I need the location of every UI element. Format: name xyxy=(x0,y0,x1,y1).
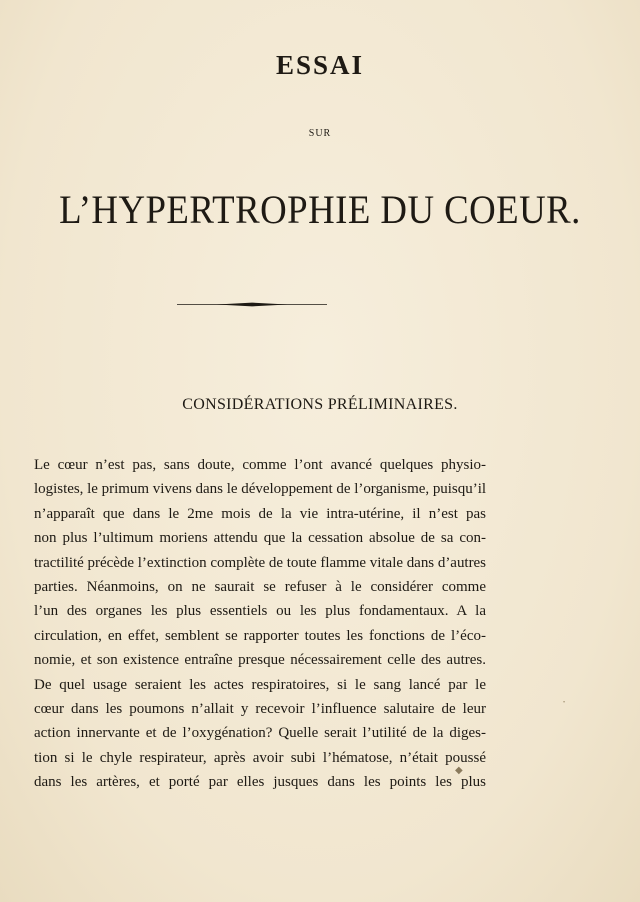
title-essai: ESSAI xyxy=(275,50,365,80)
text-line: nomie, et son existence entraîne presque nécessairement celle des autres. xyxy=(34,652,486,669)
text-line: n’apparaît que dans le 2me mois de la vie intra-utérine, il n’est pas xyxy=(34,505,486,522)
text-line: action innervante et de l’oxygénation? Quelle serait l’utilité de la diges- xyxy=(34,725,486,742)
text-line: Le cœur n’est pas, sans doute, comme l’ont avancé quelques physio- xyxy=(34,457,486,473)
text-line: De quel usage seraient les actes respiratoires, si le sang lancé par le xyxy=(34,676,486,693)
title-main: L’HYPERTROPHIE DU COEUR. xyxy=(59,187,581,232)
text-line: circulation, en effet, semblent se rapporter toutes les fonctions de l’éco- xyxy=(34,627,486,644)
ink-speck: ◆ xyxy=(455,765,463,776)
text-line: l’un des organes les plus essentiels ou les plus fondamentaux. A la xyxy=(34,603,486,620)
ornamental-rule xyxy=(177,302,327,307)
body-paragraph xyxy=(34,453,486,794)
ink-speck: • xyxy=(563,700,566,706)
text-line: non plus l’ultimum moriens attendu que la cessation absolue de sa con- xyxy=(34,530,486,547)
text-line: cœur dans les poumons n’allait y recevoir l’influence salutaire de leur xyxy=(34,700,486,717)
text-line: parties. Néanmoins, on ne saurait se refuser à le considérer comme xyxy=(34,578,486,595)
title-sur: SUR xyxy=(308,128,332,139)
section-heading: CONSIDÉRATIONS PRÉLIMINAIRES. xyxy=(182,396,458,413)
text-line: dans les artères, et porté par elles jusques dans les points les plus xyxy=(34,774,486,791)
text-line: tractilité précède l’extinction complète de toute flamme vitale dans d’autres xyxy=(34,554,486,571)
text-line: tion si le chyle respirateur, après avoir subi l’hématose, n’était poussé xyxy=(34,749,486,766)
text-line: logistes, le primum vivens dans le développement de l’organisme, puisqu’il xyxy=(34,481,486,498)
